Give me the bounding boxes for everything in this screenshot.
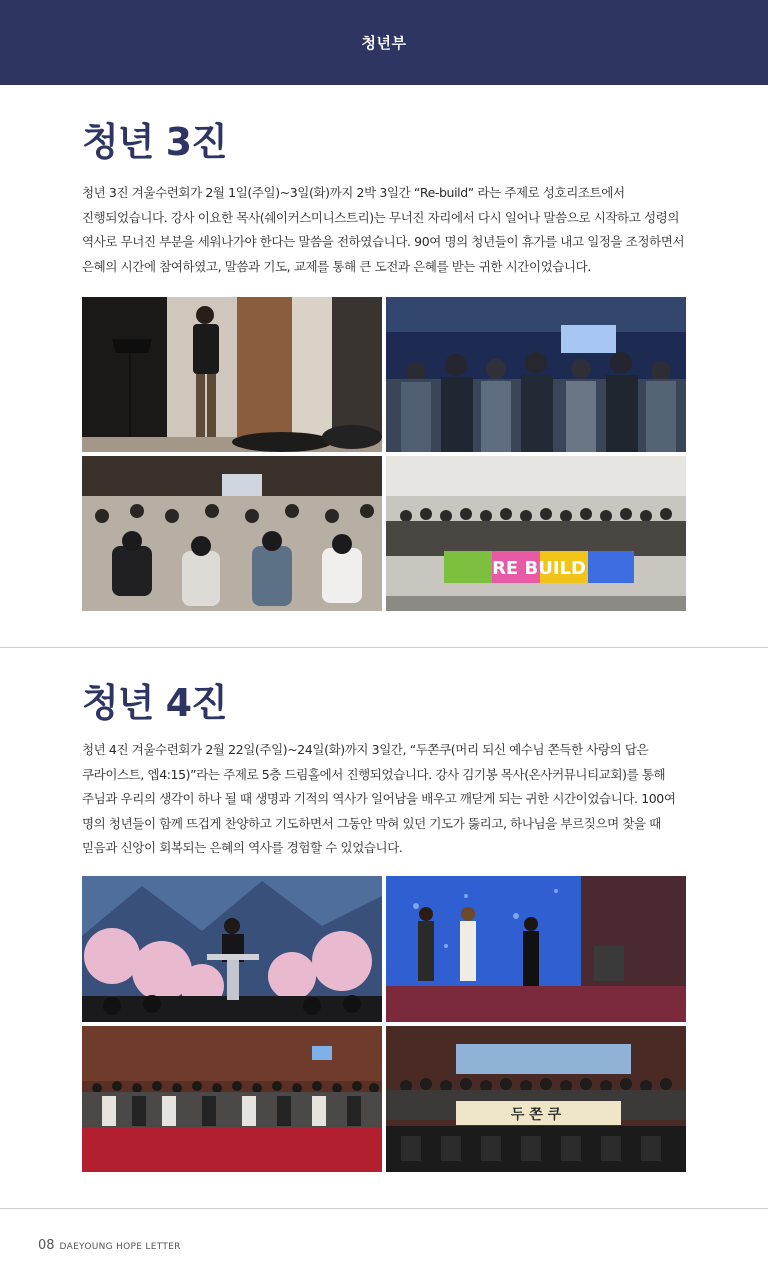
page-footer bbox=[38, 1238, 181, 1253]
standing-congregation-photo bbox=[82, 1026, 382, 1172]
photo-grid bbox=[82, 297, 686, 611]
page-number: 08 bbox=[38, 1238, 55, 1253]
banner-text: 두 쫀 쿠 bbox=[510, 1107, 562, 1123]
section-title: 청년 4진 bbox=[82, 681, 227, 725]
section-body: 청년 4진 겨울수련회가 2월 22일(주일)~24일(화)까지 3일간, “두쫀쿠(머리 되신 예수님 쫀득한 사랑의 답은 쿠라이스트, 엡4:15)”라는 주제로 5층 드림홀에서 진행되었습니다. 강사 김기봉 목사(온사커뮤니티교회)를 통해 주님과 우리의 생각이 하나 될 때 생명과 기적의 역사가 일어남을 배우고 깨닫게 되는 귀한 시간이었습니다. 100여 명의 청년들이 함께 뜨겁게 찬양하고 기도하면서 그동안 막혀 있던 기도가 뚫리고, 하나님을 부르짖으며 찾을 때 믿음과 신앙이 회복되는 은혜의 역사를 경험할 수 있었습니다. bbox=[82, 742, 676, 855]
preacher-podium-photo bbox=[82, 876, 382, 1022]
section-youth-4 bbox=[0, 648, 768, 1208]
group-banner-photo bbox=[386, 1026, 686, 1172]
seated-audience-photo bbox=[82, 456, 382, 611]
photo-grid bbox=[82, 876, 686, 1172]
worship-team-photo bbox=[386, 876, 686, 1022]
section-title: 청년 3진 bbox=[82, 120, 227, 164]
banner-text: RE BUILD bbox=[492, 558, 586, 579]
publication-name: DAEYOUNG HOPE LETTER bbox=[59, 1242, 181, 1252]
department-title: 청년부 bbox=[361, 34, 407, 52]
footer-divider bbox=[0, 1208, 768, 1209]
speaker-on-stage-photo bbox=[82, 297, 382, 452]
page-header bbox=[0, 0, 768, 85]
group-banner-photo bbox=[386, 456, 686, 611]
worship-crowd-photo bbox=[386, 297, 686, 452]
section-body: 청년 3진 겨울수련회가 2월 1일(주일)~3일(화)까지 2박 3일간 “Re-build” 라는 주제로 성호리조트에서 진행되었습니다. 강사 이요한 목사(쉐이커스미니스트리)는 무너진 자리에서 다시 일어나 말씀으로 시작하고 성령의 역사로 무너진 부분을 세워나가야 한다는 말씀을 전하였습니다. 90여 명의 청년들이 휴가를 내고 일정을 조정하면서 은혜의 시간에 참여하였고, 말씀과 기도, 교제를 통해 큰 도전과 은혜를 받는 귀한 시간이었습니다. bbox=[82, 185, 685, 274]
section-youth-3 bbox=[0, 85, 768, 647]
